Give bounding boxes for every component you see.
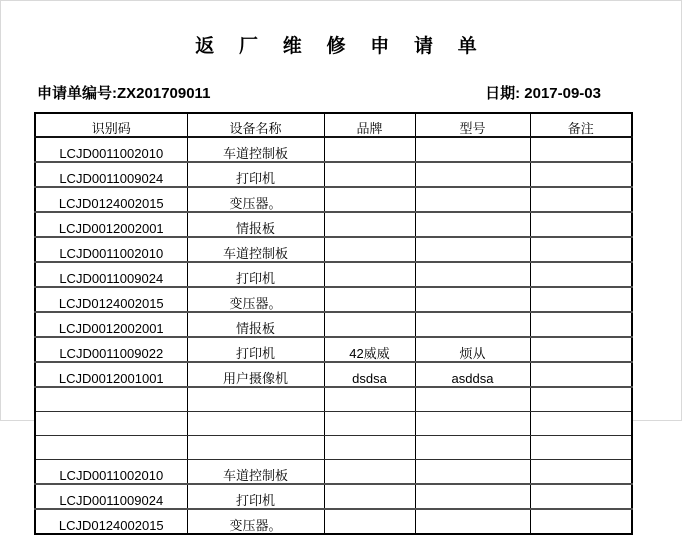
table-cell-model bbox=[415, 312, 530, 337]
table-cell-note bbox=[530, 436, 632, 460]
table-cell-note bbox=[530, 412, 632, 436]
table-cell-brand bbox=[324, 484, 415, 509]
table-cell-device: 车道控制板 bbox=[187, 137, 324, 162]
table-cell-note bbox=[530, 237, 632, 262]
column-header-model: 型号 bbox=[415, 113, 530, 137]
table-cell-brand bbox=[324, 187, 415, 212]
table-row bbox=[35, 162, 632, 187]
table-row bbox=[35, 337, 632, 362]
table-cell-model bbox=[415, 460, 530, 485]
table-row bbox=[35, 509, 632, 534]
table-cell-id: LCJD0124002015 bbox=[35, 187, 187, 212]
table-cell-model bbox=[415, 187, 530, 212]
table-cell-brand bbox=[324, 237, 415, 262]
table-cell-device bbox=[187, 436, 324, 460]
header-row bbox=[35, 113, 632, 137]
table-cell-model bbox=[415, 287, 530, 312]
table-cell-device: 打印机 bbox=[187, 484, 324, 509]
table-cell-model bbox=[415, 237, 530, 262]
table-cell-model bbox=[415, 162, 530, 187]
table-cell-note bbox=[530, 484, 632, 509]
table-row bbox=[35, 137, 632, 162]
table-cell-model bbox=[415, 412, 530, 436]
table-row bbox=[35, 187, 632, 212]
table-cell-brand: dsdsa bbox=[324, 362, 415, 387]
table-cell-device: 变压器。 bbox=[187, 287, 324, 312]
table-row bbox=[35, 262, 632, 287]
page-title: 返 厂 维 修 申 请 单 bbox=[195, 36, 487, 57]
table-cell-model: 烦从 bbox=[415, 337, 530, 362]
column-header-id: 识别码 bbox=[35, 113, 187, 137]
table-cell-brand bbox=[324, 436, 415, 460]
repair-table-body bbox=[35, 137, 632, 534]
table-cell-brand bbox=[324, 212, 415, 237]
table-cell-id: LCJD0011009024 bbox=[35, 484, 187, 509]
table-cell-device: 车道控制板 bbox=[187, 237, 324, 262]
table-cell-note bbox=[530, 362, 632, 387]
table-cell-device: 车道控制板 bbox=[187, 460, 324, 485]
table-cell-id: LCJD0011009024 bbox=[35, 262, 187, 287]
table-cell-id: LCJD0124002015 bbox=[35, 287, 187, 312]
table-cell-model bbox=[415, 436, 530, 460]
table-cell-brand bbox=[324, 137, 415, 162]
table-cell-model bbox=[415, 212, 530, 237]
table-cell-brand bbox=[324, 287, 415, 312]
table-cell-id: LCJD0012002001 bbox=[35, 312, 187, 337]
table-cell-device: 打印机 bbox=[187, 162, 324, 187]
table-cell-device: 情报板 bbox=[187, 212, 324, 237]
table-cell-note bbox=[530, 137, 632, 162]
table-cell-note bbox=[530, 460, 632, 485]
table-cell-model bbox=[415, 387, 530, 412]
table-row bbox=[35, 460, 632, 485]
table-row bbox=[35, 312, 632, 337]
table-cell-id: LCJD0124002015 bbox=[35, 509, 187, 534]
repair-table bbox=[34, 112, 633, 535]
table-cell-device: 变压器。 bbox=[187, 509, 324, 534]
table-cell-brand bbox=[324, 509, 415, 534]
table-cell-model bbox=[415, 137, 530, 162]
column-header-note: 备注 bbox=[530, 113, 632, 137]
table-row bbox=[35, 484, 632, 509]
table-cell-brand bbox=[324, 162, 415, 187]
table-cell-id bbox=[35, 387, 187, 412]
table-cell-device bbox=[187, 387, 324, 412]
table-row bbox=[35, 412, 632, 436]
table-cell-id: LCJD0011009022 bbox=[35, 337, 187, 362]
table-cell-brand bbox=[324, 262, 415, 287]
table-cell-id: LCJD0012001001 bbox=[35, 362, 187, 387]
table-cell-note bbox=[530, 287, 632, 312]
table-cell-device bbox=[187, 412, 324, 436]
table-cell-brand bbox=[324, 412, 415, 436]
table-cell-id: LCJD0011002010 bbox=[35, 137, 187, 162]
table-row bbox=[35, 212, 632, 237]
table-cell-id: LCJD0011009024 bbox=[35, 162, 187, 187]
table-cell-brand bbox=[324, 312, 415, 337]
table-row bbox=[35, 436, 632, 460]
table-cell-model: asddsa bbox=[415, 362, 530, 387]
table-row bbox=[35, 287, 632, 312]
table-row bbox=[35, 237, 632, 262]
table-cell-device: 打印机 bbox=[187, 262, 324, 287]
table-row bbox=[35, 387, 632, 412]
table-cell-note bbox=[530, 509, 632, 534]
table-cell-device: 打印机 bbox=[187, 337, 324, 362]
document-date: 日期: 2017-09-03 bbox=[485, 85, 601, 102]
table-cell-note bbox=[530, 312, 632, 337]
table-cell-brand: 42威威 bbox=[324, 337, 415, 362]
column-header-brand: 品牌 bbox=[324, 113, 415, 137]
table-cell-brand bbox=[324, 460, 415, 485]
meta-row bbox=[37, 82, 681, 103]
table-cell-note bbox=[530, 387, 632, 412]
table-cell-note bbox=[530, 162, 632, 187]
table-cell-id: LCJD0012002001 bbox=[35, 212, 187, 237]
table-cell-model bbox=[415, 509, 530, 534]
table-cell-model bbox=[415, 262, 530, 287]
table-cell-brand bbox=[324, 387, 415, 412]
table-cell-id bbox=[35, 436, 187, 460]
column-header-device: 设备名称 bbox=[187, 113, 324, 137]
table-cell-device: 变压器。 bbox=[187, 187, 324, 212]
table-cell-note bbox=[530, 212, 632, 237]
table-cell-device: 用户摄像机 bbox=[187, 362, 324, 387]
table-cell-note bbox=[530, 337, 632, 362]
table-cell-device: 情报板 bbox=[187, 312, 324, 337]
table-cell-id: LCJD0011002010 bbox=[35, 237, 187, 262]
table-cell-id: LCJD0011002010 bbox=[35, 460, 187, 485]
application-number: 申请单编号:ZX201709011 bbox=[37, 85, 211, 102]
table-cell-model bbox=[415, 484, 530, 509]
table-row bbox=[35, 362, 632, 387]
repair-table-header bbox=[35, 113, 632, 137]
table-cell-note bbox=[530, 262, 632, 287]
table-cell-id bbox=[35, 412, 187, 436]
table-cell-note bbox=[530, 187, 632, 212]
